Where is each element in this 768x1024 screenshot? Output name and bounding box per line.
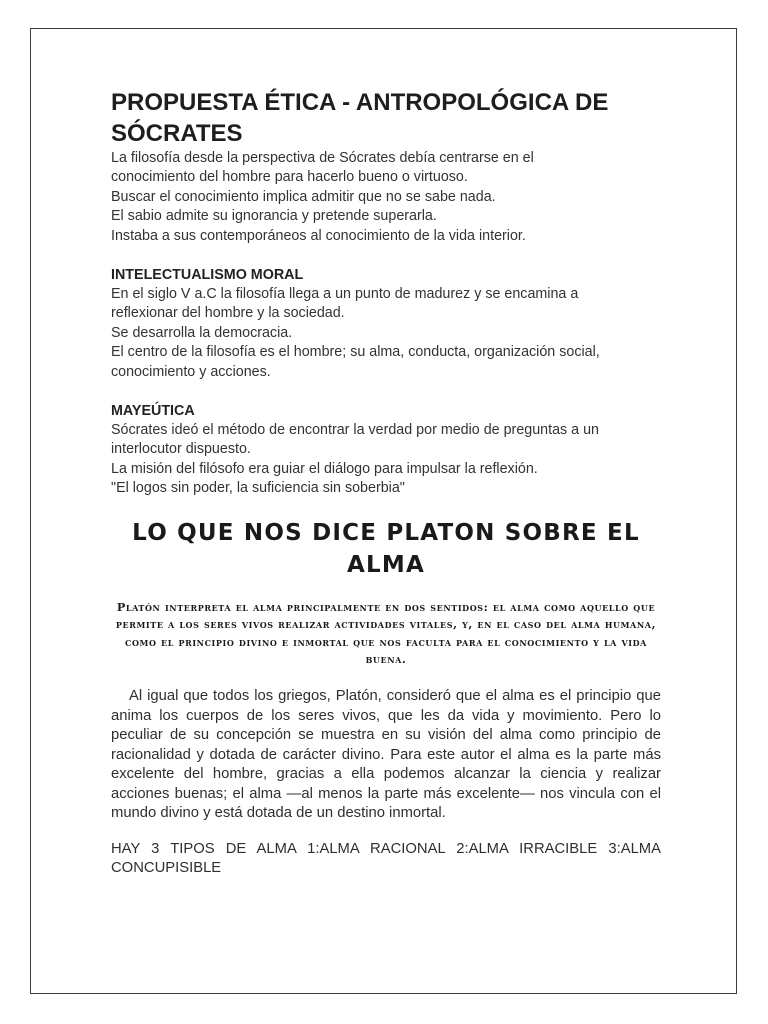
text-line: "El logos sin poder, la suficiencia sin soberbia"	[111, 480, 405, 497]
section-title-platon: LO QUE NOS DICE PLATON SOBRE EL ALMA	[132, 519, 640, 578]
section-heading-intelectualismo: INTELECTUALISMO MORAL	[111, 267, 304, 284]
text-line: conocimiento del hombre para hacerlo bueno o virtuoso.	[111, 169, 468, 186]
platon-body-paragraph: Al igual que todos los griegos, Platón, consideró que el alma es el principio que anima los cuerpos de los seres vivos, que les da vida y movimiento. Pero lo peculiar de su concepción se muestra en su visión del alma como principio de racionalidad y dotada de carácter divino. Para este autor el alma es la parte más excelente del hombre, gracias a ella podemos alcanzar la ciencia y realizar acciones buenas; el alma —al menos la parte más excelente— nos vincula con el mundo divino y está dotada de un destino inmortal.	[111, 688, 661, 822]
text-line: interlocutor dispuesto.	[111, 441, 251, 458]
text-line: En el siglo V a.C la filosofía llega a un punto de madurez y se encamina a	[111, 286, 579, 303]
text-line: Buscar el conocimiento implica admitir que no se sabe nada.	[111, 188, 496, 205]
section-intelectualismo	[111, 266, 661, 382]
section-mayeutica	[111, 402, 661, 499]
section-title-socrates: PROPUESTA ÉTICA - ANTROPOLÓGICA DE SÓCRATES	[111, 89, 609, 147]
socrates-paragraph	[111, 149, 661, 246]
document-page	[30, 28, 737, 994]
platon-summary: Platón interpreta el alma principalmente en dos sentidos: el alma como aquello que permite a los seres vivos realizar actividades vitales, y, en el caso del alma humana, como el principio divino e inmortal que nos faculta para el conocimiento y la vida buena.	[115, 599, 657, 666]
tipos-de-alma: HAY 3 TIPOS DE ALMA 1:ALMA RACIONAL 2:ALMA IRRACIBLE 3:ALMA CONCUPISIBLE	[111, 840, 661, 877]
text-line: Instaba a sus contemporáneos al conocimiento de la vida interior.	[111, 227, 526, 244]
section-heading-mayeutica: MAYEÚTICA	[111, 403, 195, 420]
text-line: El sabio admite su ignorancia y pretende superarla.	[111, 208, 437, 225]
text-line: La misión del filósofo era guiar el diálogo para impulsar la reflexión.	[111, 460, 538, 477]
intelectualismo-paragraph	[111, 285, 661, 382]
text-line: Sócrates ideó el método de encontrar la verdad por medio de preguntas a un	[111, 422, 599, 439]
mayeutica-paragraph	[111, 421, 661, 499]
text-line: La filosofía desde la perspectiva de Sócrates debía centrarse en el	[111, 150, 534, 166]
text-line: reflexionar del hombre y la sociedad.	[111, 305, 345, 322]
text-line: conocimiento y acciones.	[111, 363, 271, 380]
text-line: El centro de la filosofía es el hombre; su alma, conducta, organización social,	[111, 344, 600, 361]
document-content	[111, 87, 661, 879]
text-line: Se desarrolla la democracia.	[111, 324, 293, 341]
